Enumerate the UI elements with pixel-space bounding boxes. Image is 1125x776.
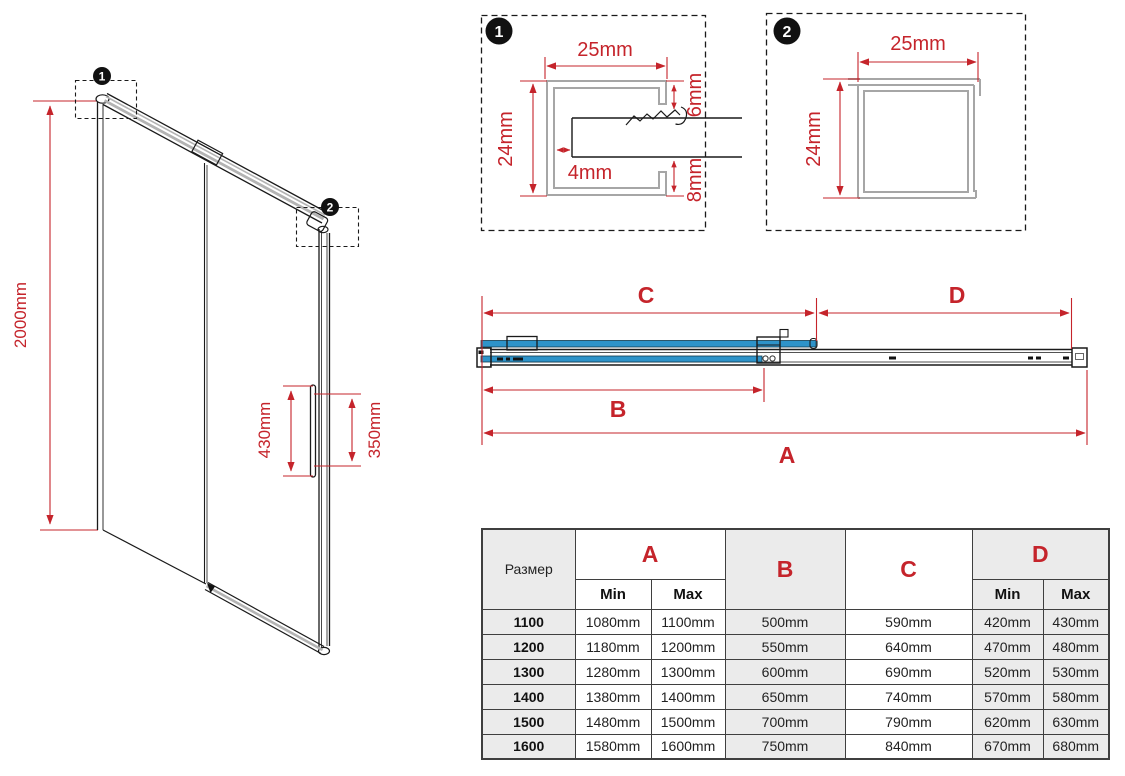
table-row: [482, 684, 1109, 709]
detail1-top-clearance-label: 6mm: [684, 72, 706, 118]
col-c-header: C: [845, 529, 972, 609]
detail-1-number: 1: [494, 24, 504, 41]
detail1-height-label: 24mm: [495, 111, 517, 167]
d-max-header: Max: [1043, 579, 1109, 609]
fixed-glass-panel: [481, 341, 816, 348]
a-min-header: Min: [575, 579, 651, 609]
c-cell: 740mm: [845, 684, 972, 709]
handle-spacing-label: 350mm: [365, 401, 384, 459]
d-max-cell: 630mm: [1043, 709, 1109, 734]
d-max-cell: 480mm: [1043, 634, 1109, 659]
marker-1-number: 1: [98, 69, 106, 84]
d-min-cell: 420mm: [972, 609, 1043, 634]
d-min-cell: 670mm: [972, 734, 1043, 759]
detail1-width-label: 25mm: [577, 39, 633, 61]
right-end-cap: [1072, 348, 1087, 367]
dim-b-label: B: [609, 396, 627, 422]
d-min-cell: 520mm: [972, 659, 1043, 684]
c-cell: 690mm: [845, 659, 972, 684]
d-min-cell: 470mm: [972, 634, 1043, 659]
detail1-glass-gap-label: 4mm: [567, 162, 613, 184]
a-min-cell: 1580mm: [575, 734, 651, 759]
marker-2-number: 2: [326, 200, 334, 215]
c-cell: 840mm: [845, 734, 972, 759]
size-cell: 1300: [482, 659, 575, 684]
size-table: [481, 528, 1110, 760]
a-min-cell: 1480mm: [575, 709, 651, 734]
d-min-cell: 570mm: [972, 684, 1043, 709]
detail2-width-label: 25mm: [890, 33, 946, 55]
size-cell: 1200: [482, 634, 575, 659]
b-cell: 750mm: [725, 734, 845, 759]
detail-1-wall-profile: [482, 16, 743, 231]
door-handle: [311, 385, 316, 477]
a-max-cell: 1100mm: [651, 609, 725, 634]
d-max-cell: 680mm: [1043, 734, 1109, 759]
size-cell: 1600: [482, 734, 575, 759]
a-min-cell: 1180mm: [575, 634, 651, 659]
table-row: [482, 634, 1109, 659]
bottom-rail: [205, 583, 324, 654]
detail-2-number: 2: [782, 24, 792, 41]
d-max-cell: 530mm: [1043, 659, 1109, 684]
dim-a-label: A: [778, 442, 796, 468]
detail2-height-label: 24mm: [803, 111, 825, 167]
size-cell: 1400: [482, 684, 575, 709]
a-min-cell: 1380mm: [575, 684, 651, 709]
door-height-label: 2000mm: [11, 281, 30, 349]
b-cell: 600mm: [725, 659, 845, 684]
dim-c-label: C: [637, 282, 655, 308]
size-cell: 1500: [482, 709, 575, 734]
b-cell: 550mm: [725, 634, 845, 659]
detail1-bottom-clearance-label: 8mm: [684, 157, 706, 203]
b-cell: 650mm: [725, 684, 845, 709]
a-min-cell: 1280mm: [575, 659, 651, 684]
table-row: [482, 659, 1109, 684]
b-cell: 700mm: [725, 709, 845, 734]
d-min-header: Min: [972, 579, 1043, 609]
c-cell: 590mm: [845, 609, 972, 634]
a-max-cell: 1300mm: [651, 659, 725, 684]
d-max-cell: 580mm: [1043, 684, 1109, 709]
a-min-cell: 1080mm: [575, 609, 651, 634]
sliding-glass-panel: [481, 356, 762, 362]
a-max-header: Max: [651, 579, 725, 609]
c-cell: 640mm: [845, 634, 972, 659]
d-max-cell: 430mm: [1043, 609, 1109, 634]
col-b-header: B: [725, 529, 845, 609]
handle-height-label: 430mm: [255, 401, 274, 459]
table-row: [482, 709, 1109, 734]
a-max-cell: 1500mm: [651, 709, 725, 734]
col-a-header: A: [575, 529, 725, 579]
a-max-cell: 1200mm: [651, 634, 725, 659]
c-cell: 790mm: [845, 709, 972, 734]
d-min-cell: 620mm: [972, 709, 1043, 734]
size-cell: 1100: [482, 609, 575, 634]
dim-d-label: D: [948, 282, 966, 308]
table-row: [482, 734, 1109, 759]
a-max-cell: 1400mm: [651, 684, 725, 709]
size-column-header: Размер: [482, 529, 575, 609]
glass-panel-section: [572, 107, 742, 157]
door-right-edge: [318, 226, 330, 654]
door-perspective-drawing: [11, 67, 384, 655]
col-d-header: D: [972, 529, 1109, 579]
detail-2-square-profile: [767, 14, 1026, 231]
table-row: [482, 609, 1109, 634]
b-cell: 500mm: [725, 609, 845, 634]
a-max-cell: 1600mm: [651, 734, 725, 759]
track-top-view: [477, 282, 1087, 468]
